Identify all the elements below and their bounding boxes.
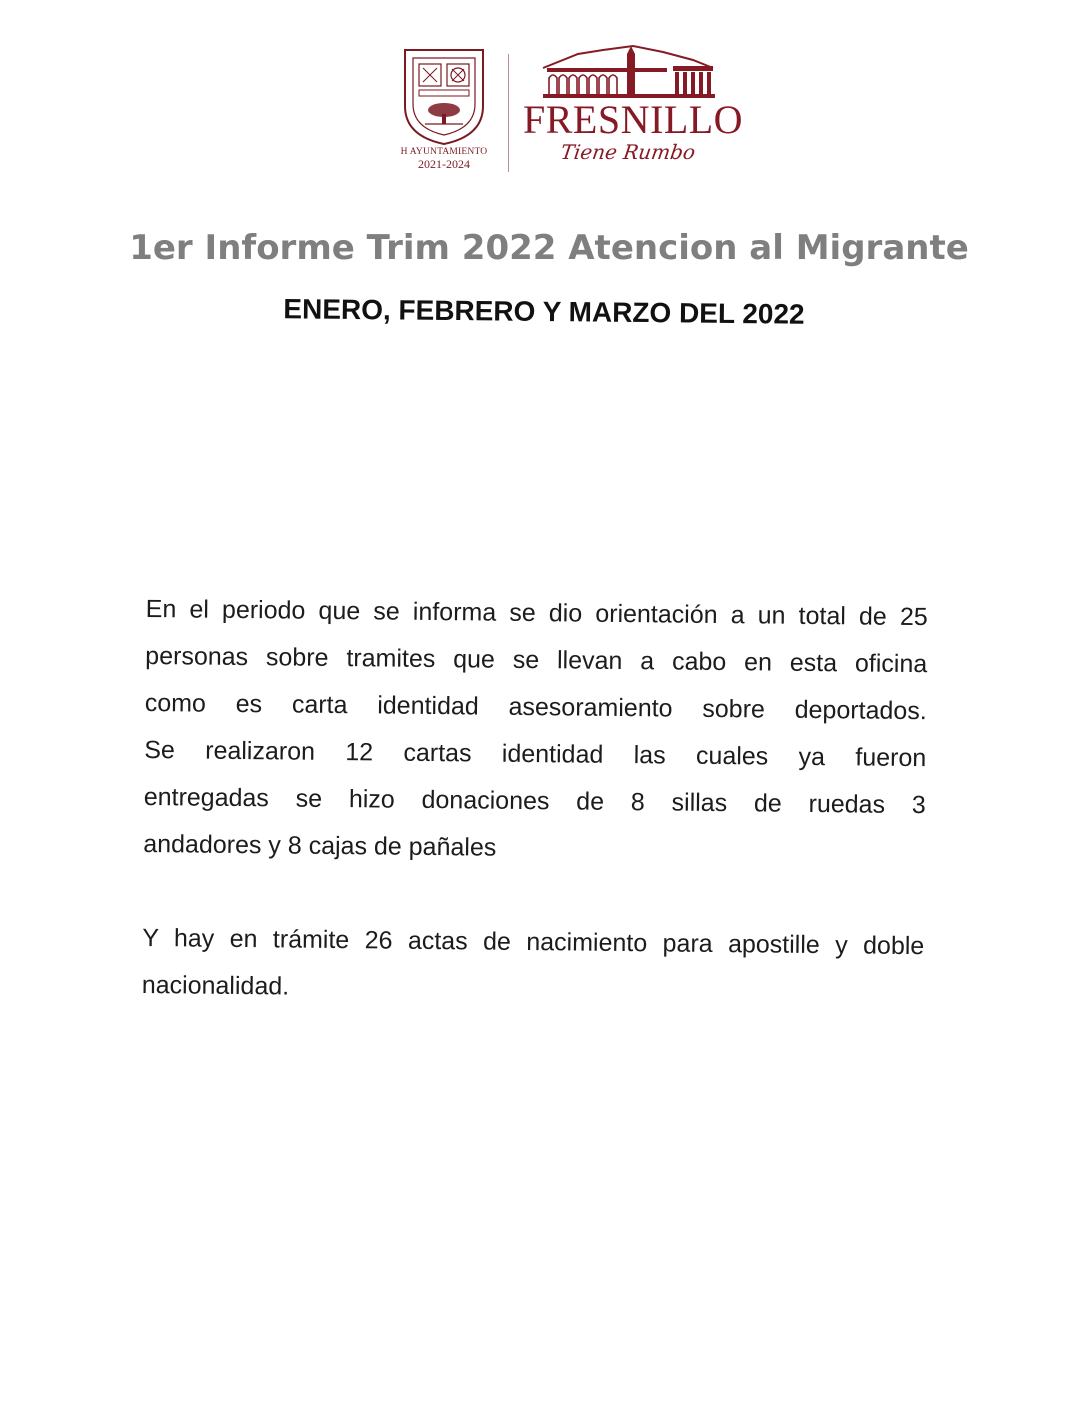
paragraph-line: Y hay en trámite 26 actas de nacimiento para apostille y doble [142,923,925,961]
logo-divider [508,54,509,172]
document-title: 1er Informe Trim 2022 Atencion al Migrante [129,228,969,268]
municipal-seal-logo [395,44,493,176]
seal-caption [395,146,493,170]
paragraph-line: Se realizaron 12 cartas identidad las cuales ya fueron [144,735,927,773]
arches-skyline-icon [523,44,733,100]
paragraph-line: andadores y 8 cajas de pañales [143,829,497,862]
fresnillo-logo [523,44,744,176]
seal-caption-line2: 2021-2024 [418,157,470,171]
paragraph-line: como es carta identidad asesoramiento sobre deportados. [144,688,927,726]
paragraph-spacer [143,868,925,923]
paragraph-line: personas sobre tramites que se llevan a cabo en esta oficina [145,641,928,679]
document-body [142,586,928,1017]
coat-of-arms-icon [395,44,493,148]
fresnillo-logo-slogan: Tiene Rumbo [559,140,697,164]
paragraph-line: nacionalidad. [141,970,290,1001]
paragraph-line: En el periodo que se informa se dio orientación a un total de 25 [145,594,928,632]
fresnillo-logo-name: FRESNILLO [523,97,744,142]
paragraph-line: entregadas se hizo donaciones de 8 sillas de ruedas 3 [143,782,926,820]
header-logos [395,44,744,176]
document-subtitle: ENERO, FEBRERO Y MARZO DEL 2022 [283,293,805,330]
seal-caption-line1: H AYUNTAMIENTO [400,147,488,157]
